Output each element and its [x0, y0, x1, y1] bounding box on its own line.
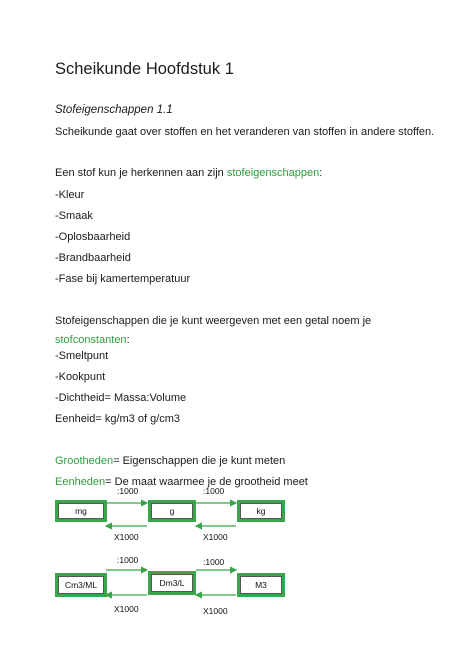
- unit-box-label: M3: [240, 576, 282, 594]
- constant-item: -Smeltpunt: [55, 350, 109, 362]
- divide-label: :1000: [117, 486, 139, 496]
- recognize-prefix: Een stof kun je herkennen aan zijn: [55, 167, 227, 179]
- unit-box-dm3-l: [148, 571, 196, 595]
- property-item: -Kleur: [55, 189, 85, 201]
- multiply-label: X1000: [203, 606, 228, 616]
- unit-box-m3: [237, 573, 285, 597]
- unit-box-label: kg: [240, 503, 282, 519]
- unit-box-label: g: [151, 503, 193, 519]
- property-item: -Fase bij kamertemperatuur: [55, 273, 191, 285]
- property-item: -Brandbaarheid: [55, 252, 131, 264]
- unit-box-cm3-ml: [55, 573, 107, 597]
- property-item: -Smaak: [55, 210, 93, 222]
- unit-box-g: [148, 500, 196, 522]
- unit-box-kg: [237, 500, 285, 522]
- term-stofconstanten: stofconstanten: [55, 334, 127, 346]
- section-subtitle: Stofeigenschappen 1.1: [55, 104, 173, 116]
- page-title: Scheikunde Hoofdstuk 1: [55, 60, 234, 78]
- definition-text: = Eigenschappen die je kunt meten: [113, 455, 286, 467]
- term-stofeigenschappen: stofeigenschappen: [226, 167, 320, 179]
- divide-label: :1000: [117, 555, 139, 565]
- unit-line: Eenheid= kg/m3 of g/cm3: [55, 413, 181, 425]
- definition-text: = De maat waarmee je de grootheid meet: [105, 476, 308, 488]
- intro-text: Scheikunde gaat over stoffen en het veranderen van stoffen in andere stoffen.: [55, 126, 435, 138]
- constant-item: -Dichtheid= Massa:Volume: [55, 392, 187, 404]
- property-item: -Oplosbaarheid: [55, 231, 131, 243]
- multiply-label: X1000: [114, 532, 139, 542]
- divide-label: :1000: [203, 486, 225, 496]
- divide-label: :1000: [203, 557, 225, 567]
- constants-suffix: :: [126, 334, 130, 346]
- term-grootheden: Grootheden: [55, 455, 114, 467]
- constant-item: -Kookpunt: [55, 371, 106, 383]
- unit-box-label: mg: [58, 503, 104, 519]
- term-eenheden: Eenheden: [55, 476, 106, 488]
- unit-box-label: Cm3/ML: [58, 576, 104, 594]
- multiply-label: X1000: [203, 532, 228, 542]
- multiply-label: X1000: [114, 604, 139, 614]
- constants-text: Stofeigenschappen die je kunt weergeven met een getal noem je: [55, 315, 372, 327]
- unit-box-label: Dm3/L: [151, 574, 193, 592]
- recognize-suffix: :: [319, 167, 323, 179]
- unit-box-mg: [55, 500, 107, 522]
